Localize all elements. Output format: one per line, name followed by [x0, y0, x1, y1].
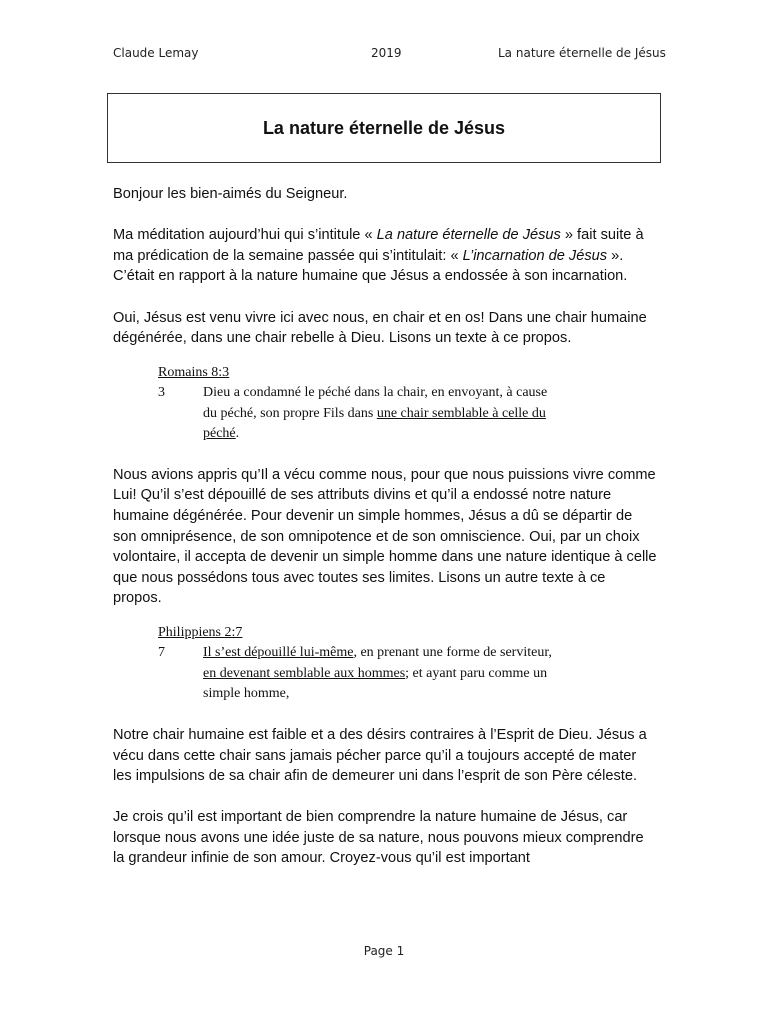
underlined-phrase: une chair semblable à celle du péché [203, 405, 546, 442]
underlined-phrase: Il s’est dépouillé lui-même [203, 645, 354, 661]
document-body [113, 184, 658, 890]
text-run: Dieu a condamné le péché dans la chair, en envoyant, à cause du péché, son propre Fils dans [203, 385, 548, 421]
underlined-phrase: en devenant semblable aux hommes [203, 665, 406, 681]
greeting-paragraph: Bonjour les bien-aimés du Seigneur. [113, 186, 348, 202]
scripture-quote-romains [158, 363, 658, 445]
text-run: . [235, 426, 240, 442]
verse-text [203, 643, 563, 705]
paragraph-learned: Nous avions appris qu’Il a vécu comme nous, pour que nous puissions vivre comme Lui! Qu’il s’est dépouillé de ses attributs divins et qu’il a endossé notre nature humaine dégénérée. Pour devenir un simple hommes, Jésus a dû se départir de son omniprésence, de son omnipotence et de son omniscience. Oui, par un choix volontaire, il accepta de devenir un simple homme dans une nature identique à celle que nous possédons tous avec toutes ses limites. Lisons un autre texte à ce propos. [113, 466, 657, 607]
paragraph-weak-flesh: Notre chair humaine est faible et a des désirs contraires à l’Esprit de Dieu. Jésus a vécu dans cette chair sans jamais pécher parce qu’il a toujours accepté de mater les impulsions de sa chair afin de demeurer uni dans l’esprit de son Père céleste. [113, 726, 647, 785]
header-author: Claude Lemay [113, 46, 199, 60]
text-run: , en prenant une forme de serviteur, [353, 645, 552, 661]
document-title: La nature éternelle de Jésus [262, 117, 506, 138]
paragraph-intro [113, 225, 658, 287]
scripture-reference: Romains 8:3 [158, 364, 230, 380]
header-year: 2019 [371, 46, 402, 60]
title-box [107, 93, 661, 163]
page-number: Page 1 [363, 944, 405, 958]
verse-number: 3 [158, 385, 165, 401]
scripture-quote-philippiens [158, 623, 658, 705]
verse [158, 383, 658, 445]
verse-text [203, 383, 563, 445]
text-run: ». C’était en rapport à la nature humaine que Jésus a endossée à son incarnation. [113, 247, 628, 285]
header-title: La nature éternelle de Jésus [498, 46, 666, 60]
italic-title-1: La nature éternelle de Jésus [376, 227, 561, 244]
scripture-reference: Philippiens 2:7 [158, 624, 243, 640]
verse [158, 643, 658, 705]
text-run: » fait suite à ma prédication de la semaine passée qui s’intitulait: « [113, 227, 644, 264]
verse-number: 7 [158, 645, 165, 661]
paragraph-understand: Je crois qu’il est important de bien comprendre la nature humaine de Jésus, car lorsque nous avons une idée juste de sa nature, nous pouvons mieux comprendre la grandeur infinie de son amour. Croyez-vous qu’il est important [113, 809, 644, 867]
text-run: Ma méditation aujourd’hui qui s’intitule « [113, 227, 377, 244]
text-run: ; et ayant paru comme un simple homme, [203, 665, 548, 702]
italic-title-2: L’incarnation de Jésus [462, 247, 608, 264]
paragraph-flesh: Oui, Jésus est venu vivre ici avec nous, en chair et en os! Dans une chair humaine dégénérée, dans une chair rebelle à Dieu. Lisons un texte à ce propos. [113, 309, 647, 347]
